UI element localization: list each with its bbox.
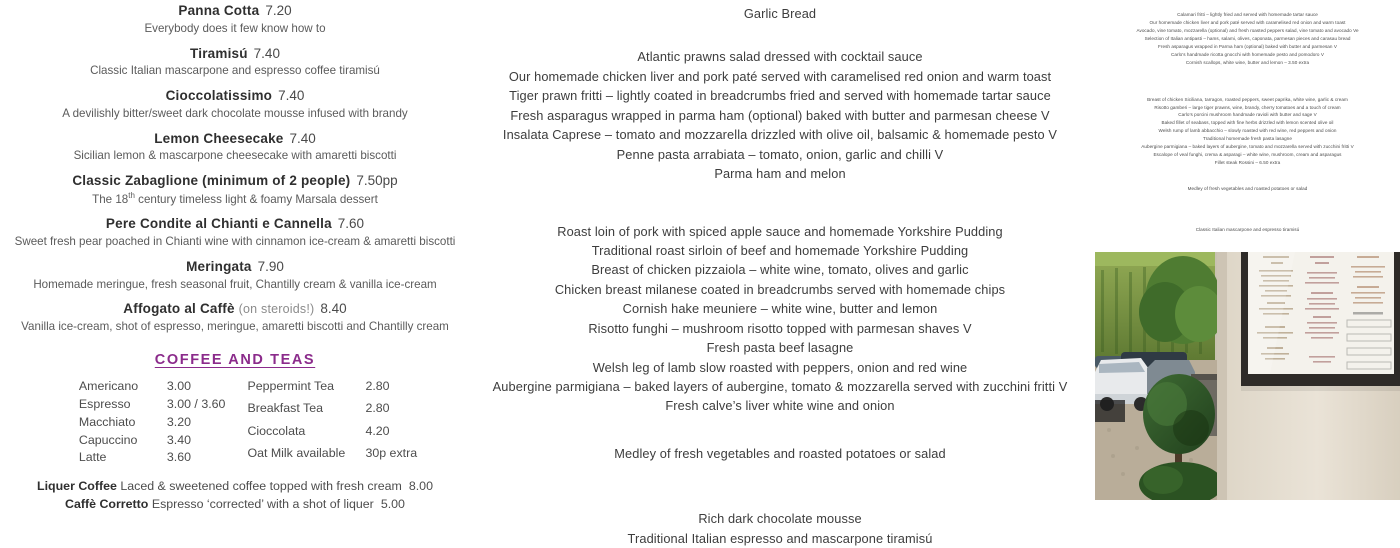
coffee-name: Espresso: [78, 396, 131, 411]
tea-name: Breakfast Tea: [247, 401, 323, 416]
menu-line: Risotto gamberi – large tiger prawns, wine, brandy, cherry tomatoes and a touch of cream: [1154, 104, 1341, 110]
tea-name: Peppermint Tea: [247, 378, 334, 393]
spacer: [470, 422, 1090, 444]
menu-line: Breast of chicken Siciliana, tarragon, roasted peppers, sweet paprika, white wine, garlic & cream: [1147, 96, 1348, 102]
spacer: [1095, 193, 1400, 211]
coffee-price: 3.00: [166, 378, 191, 393]
menu-line: Roast loin of pork with spiced apple sauce and homemade Yorkshire Pudding: [557, 223, 1003, 239]
dessert-title: [0, 46, 470, 63]
dessert-description: Homemade meringue, fresh seasonal fruit, Chantilly cream & vanilla ice-cream: [33, 277, 437, 291]
menu-line: Breast of chicken pizzaiola – white wine, tomato, olives and garlic: [591, 262, 969, 278]
spacer: [1095, 85, 1400, 96]
dessert-title: [0, 259, 470, 276]
coffee-row: [79, 449, 226, 467]
dessert-description: Everybody does it few know how to: [144, 21, 326, 35]
coffee-special-name: Caffè Corretto: [65, 497, 149, 512]
dessert-item: [0, 88, 470, 122]
menu-line: Traditional roast sirloin of beef and homemade Yorkshire Pudding: [591, 242, 969, 258]
coffee-price: 3.40: [166, 432, 191, 447]
dessert-description: A devilishly bitter/sweet dark chocolate mousse infused with brandy: [62, 106, 408, 120]
dessert-description: Sweet fresh pear poached in Chianti wine with cinnamon ice-cream & amaretti biscotti: [14, 235, 456, 249]
spacer: [470, 212, 1090, 222]
dessert-name: Lemon Cheesecake: [154, 130, 284, 146]
dessert-price: 7.40: [253, 45, 280, 61]
menu-line: Traditional homemade fresh pasta lasagne: [1203, 136, 1292, 142]
dessert-name: Pere Condite al Chianti e Cannella: [105, 216, 332, 232]
dessert-description: [0, 191, 470, 208]
dessert-item: [0, 3, 470, 37]
dessert-price: 8.40: [320, 301, 347, 317]
bread-section: [470, 4, 1090, 23]
dessert-description: Sicilian lemon & mascarpone cheesecake with amaretti biscotti: [73, 149, 397, 163]
right-mains-section: [1095, 96, 1400, 167]
menu-line: Our homemade chicken liver and pork paté served with caramelised red onion and warm toast: [1149, 19, 1346, 25]
coffee-list: [79, 378, 226, 467]
dessert-name: Meringata: [186, 258, 252, 274]
photo-illustration: [1095, 252, 1400, 500]
menu-line: Garlic Bread: [743, 6, 817, 21]
coffee-and-teas-heading: COFFEE AND TEAS: [154, 351, 316, 368]
right-sides-section: [1095, 185, 1400, 193]
dessert-title: [0, 173, 470, 190]
spacer: [470, 469, 1090, 491]
dessert-description-post: century timeless light & foamy Marsala dessert: [134, 192, 378, 206]
menu-line: Medley of fresh vegetables and roasted potatoes or salad: [614, 445, 946, 461]
spacer: [470, 29, 1090, 47]
ordinal-suffix: th: [128, 190, 135, 200]
dessert-price: 7.90: [257, 258, 284, 274]
dessert-note: (on steroids!): [238, 302, 315, 317]
dessert-price: 7.40: [289, 130, 316, 146]
tea-price: 2.80: [365, 401, 390, 416]
dessert-name: Tiramisú: [190, 45, 248, 61]
coffee-special-row: [0, 478, 470, 496]
tea-price: 2.80: [365, 378, 390, 393]
menu-line: Cornish scallops, white wine, butter and lemon – 3.50 extra: [1185, 59, 1310, 65]
dessert-name: Cioccolatissimo: [165, 88, 273, 104]
dessert-title: [0, 3, 470, 20]
menu-line: Welsh leg of lamb slow roasted with peppers, onion and red wine: [592, 359, 968, 375]
coffee-row: [79, 414, 226, 432]
spacer: [1095, 167, 1400, 185]
spacer: [470, 491, 1090, 509]
menu-line: Carlo’s porcini mushroom handmade ravioli with butter and sage V: [1178, 112, 1317, 118]
dessert-description-pre: The 18: [92, 192, 129, 206]
dessert-item: [0, 301, 470, 335]
coffee-name: Macchiato: [78, 414, 136, 429]
dessert-title: [0, 131, 470, 148]
menu-line: Cornish hake meuniere – white wine, butter and lemon: [622, 301, 938, 317]
spacer: [470, 190, 1090, 212]
menu-line: Fresh asparagus wrapped in Parma ham (optional) baked with butter and parmesan V: [1158, 43, 1337, 49]
tea-price: 4.20: [365, 423, 390, 438]
menu-line: Escalope of veal funghi, crema & asparagi – white wine, mushroom, cream and asparagus: [1153, 152, 1342, 158]
menu-line: Risotto funghi – mushroom risotto topped with parmesan shaves V: [588, 320, 972, 336]
starters-section: [470, 47, 1090, 183]
menu-line: Welsh rump of lamb abbacchio – slowly roasted with red wine, red peppers and onion: [1158, 128, 1337, 134]
coffee-name: Americano: [78, 378, 139, 393]
spacer: [1095, 211, 1400, 226]
tea-list: [247, 378, 417, 467]
framed-menu-board: [1241, 252, 1400, 386]
menu-line: Calamari fritti – lightly fried and served with homemade tartar sauce: [1177, 12, 1318, 17]
oat-milk-label: Oat Milk available: [247, 445, 346, 460]
coffee-price: 3.20: [166, 414, 191, 429]
coffee-price: 3.60: [166, 450, 191, 465]
menu-line: Avocado, vine tomato, mozzarella (optional) and fresh roasted peppers salad, vine tomato and avocado Ve: [1136, 27, 1359, 33]
dessert-description: Vanilla ice-cream, shot of espresso, meringue, amaretti biscotti and Chantilly cream: [21, 320, 449, 334]
menu-line: Traditional Italian espresso and mascarpone tiramisú: [627, 530, 933, 546]
coffee-row: [79, 432, 226, 450]
menu-line: Medley of fresh vegetables and roasted potatoes or salad: [1187, 186, 1308, 191]
menu-line: Selection of Italian antipasti – hams, salami, olives, caponata, parmesan pieces and carasau bread: [1144, 35, 1351, 41]
dessert-title: [0, 216, 470, 233]
right-starters-section: [1095, 11, 1400, 67]
dessert-item: [0, 216, 470, 250]
oat-milk-surcharge: 30p extra: [365, 445, 418, 460]
dessert-title: [0, 301, 470, 318]
menu-line: Fresh pasta beef lasagne: [706, 340, 854, 356]
sides-section: [470, 444, 1090, 463]
coffee-special-price: 5.00: [380, 497, 405, 512]
coffee-price-grid: [0, 378, 470, 467]
spacer: [1095, 67, 1400, 85]
menu-line: Fresh asparagus wrapped in parma ham (optional) baked with butter and parmesan cheese V: [510, 107, 1050, 123]
menu-line: Parma ham and melon: [714, 166, 846, 182]
dessert-price: 7.40: [278, 88, 305, 104]
right-desserts-section: [1095, 226, 1400, 234]
dessert-name: Affogato al Caffè: [123, 301, 235, 317]
left-column-desserts-and-coffee: [0, 0, 470, 512]
dessert-name: Classic Zabaglione (minimum of 2 people): [72, 173, 351, 189]
coffee-name: Capuccino: [78, 432, 138, 447]
coffee-special-desc: Laced & sweetened coffee topped with fresh cream: [120, 479, 402, 494]
coffee-price: 3.00 / 3.60: [166, 396, 226, 411]
menu-line: Rich dark chocolate mousse: [698, 511, 862, 527]
menu-line: Tiger prawn fritti – lightly coated in breadcrumbs fried and served with homemade tartar sauce: [509, 88, 1051, 104]
menu-line: Atlantic prawns salad dressed with cocktail sauce: [637, 49, 923, 65]
coffee-special-desc: Espresso ‘corrected’ with a shot of liquer: [151, 497, 374, 512]
coffee-special-name: Liquer Coffee: [37, 479, 117, 494]
menu-line: Fillet steak Rossini – 6.50 extra: [1214, 160, 1281, 166]
menu-line: Our homemade chicken liver and pork paté served with caramelised red onion and warm toast: [508, 68, 1052, 84]
desserts-section: [470, 509, 1090, 548]
menu-line: Penne pasta arrabiata – tomato, onion, garlic and chilli V: [616, 146, 944, 162]
tea-row: [247, 400, 417, 422]
coffee-row: [79, 378, 226, 396]
dessert-price: 7.60: [337, 216, 365, 232]
menu-line: Classic Italian mascarpone and espresso tiramisú: [1195, 226, 1300, 232]
coffee-special-row: [0, 496, 470, 514]
tea-row: [247, 423, 417, 445]
menu-line: Chicken breast milanese coated in breadcrumbs served with homemade chips: [554, 281, 1006, 297]
menu-line: Fresh calve’s liver white wine and onion: [665, 398, 895, 414]
dessert-description: Classic Italian mascarpone and espresso coffee tiramisú: [90, 64, 380, 78]
dessert-price: 7.50pp: [356, 173, 398, 189]
menu-line: Baked fillet of seabass, topped with fine herbs drizzled with lemon scented olive oil: [1161, 120, 1334, 126]
menu-line: Carlo’s handmade ricotta gnocchi with homemade pesto and pomodoro V: [1171, 51, 1324, 57]
dessert-item: [0, 173, 470, 207]
tea-row: [247, 378, 417, 400]
dessert-item: [0, 131, 470, 165]
dessert-name: Panna Cotta: [178, 3, 260, 18]
dessert-item: [0, 46, 470, 80]
coffee-name: Latte: [78, 450, 107, 465]
mains-section: [470, 222, 1090, 416]
dessert-price: 7.20: [265, 3, 292, 18]
restaurant-exterior-photo: [1095, 252, 1400, 500]
dessert-title: [0, 88, 470, 105]
coffee-special-price: 8.00: [408, 479, 433, 494]
center-column-menu: [470, 0, 1090, 546]
tea-row: [247, 445, 417, 467]
tea-name: Cioccolata: [247, 423, 306, 438]
dessert-item: [0, 259, 470, 293]
coffee-row: [79, 396, 226, 414]
menu-line: Insalata Caprese – tomato and mozzarella drizzled with olive oil, balsamic & homemade pesto V: [502, 127, 1058, 143]
menu-line: Aubergine parmigiana – baked layers of aubergine, tomato and mozzarella served with zucchini fritti V: [1141, 144, 1354, 150]
menu-line: Aubergine parmigiana – baked layers of aubergine, tomato & mozzarella served with zucchini fritti V: [492, 379, 1068, 394]
